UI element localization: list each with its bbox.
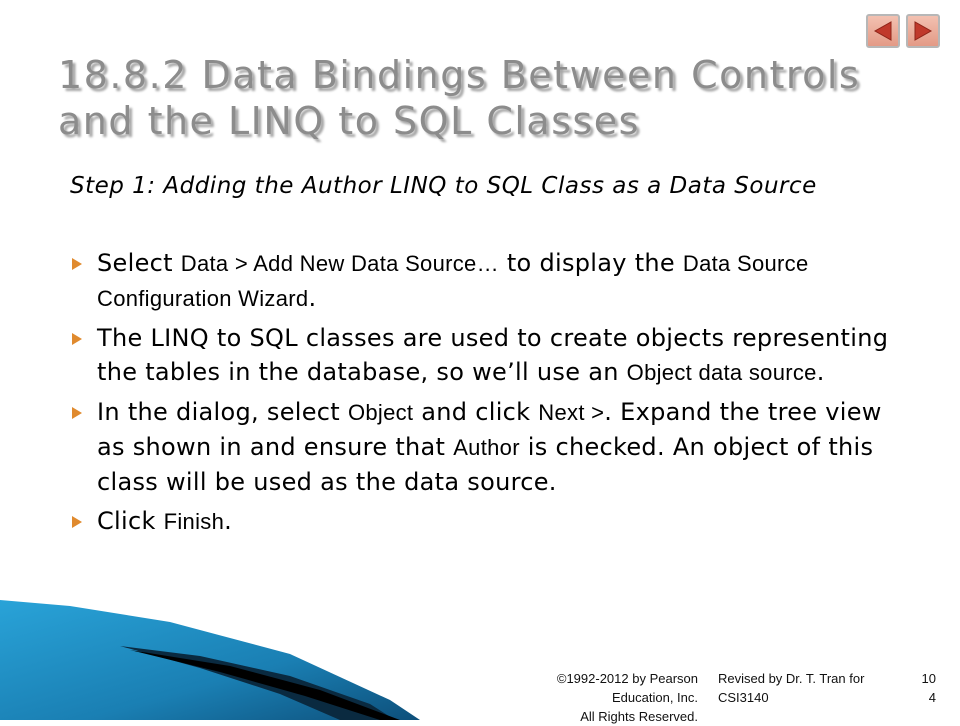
slide-title-line-1: 18.8.2 Data Bindings Between Controls <box>58 53 861 97</box>
author-class-text: Author <box>453 435 520 460</box>
next-button-text: Next > <box>538 400 605 425</box>
bullet-text: to display the <box>498 249 683 277</box>
data-source-type-text: Object data source <box>626 360 817 385</box>
footer-revised-line-1: Revised by Dr. T. Tran for <box>718 671 865 686</box>
bullet-text: . <box>308 284 317 312</box>
wizard-name-text: Data Source Configuration Wizard <box>97 251 809 311</box>
footer-copyright-line-1: ©1992-2012 by Pearson Education, Inc. <box>556 671 698 705</box>
footer-page-number <box>916 669 936 707</box>
bullet-text: Select <box>97 249 181 277</box>
bullet-text: and click <box>413 398 539 426</box>
footer-page-line-2: 4 <box>928 690 936 705</box>
footer-page-line-1: 10 <box>921 671 936 686</box>
bullet-text: Click <box>97 507 164 535</box>
finish-button-text: Finish <box>163 509 225 534</box>
footer-copyright-line-2: All Rights Reserved. <box>580 709 698 724</box>
footer-revised-by <box>718 669 888 707</box>
footer-copyright <box>520 669 698 726</box>
bullet-text: The LINQ to SQL classes are used to create objects representing the tables in the database, so we’ll use an <box>97 324 889 386</box>
bullet-text: . <box>816 358 825 386</box>
bullet-text: In the dialog, select <box>97 398 348 426</box>
object-option-text: Object <box>347 400 414 425</box>
slide-title-line-2: and the LINQ to SQL Classes <box>58 99 640 143</box>
bullet-text: . Expand the tree view as shown in and ensure that <box>97 398 882 461</box>
menu-path-text: Data > Add New Data Source… <box>180 251 499 276</box>
footer-revised-line-2: CSI3140 <box>718 690 769 705</box>
step-heading: Step 1: Adding the Author LINQ to SQL Class as a Data Source <box>70 173 817 199</box>
bullet-text: . <box>224 507 233 535</box>
bullet-text: is checked. An object of this class will be used as the data source. <box>97 433 874 496</box>
